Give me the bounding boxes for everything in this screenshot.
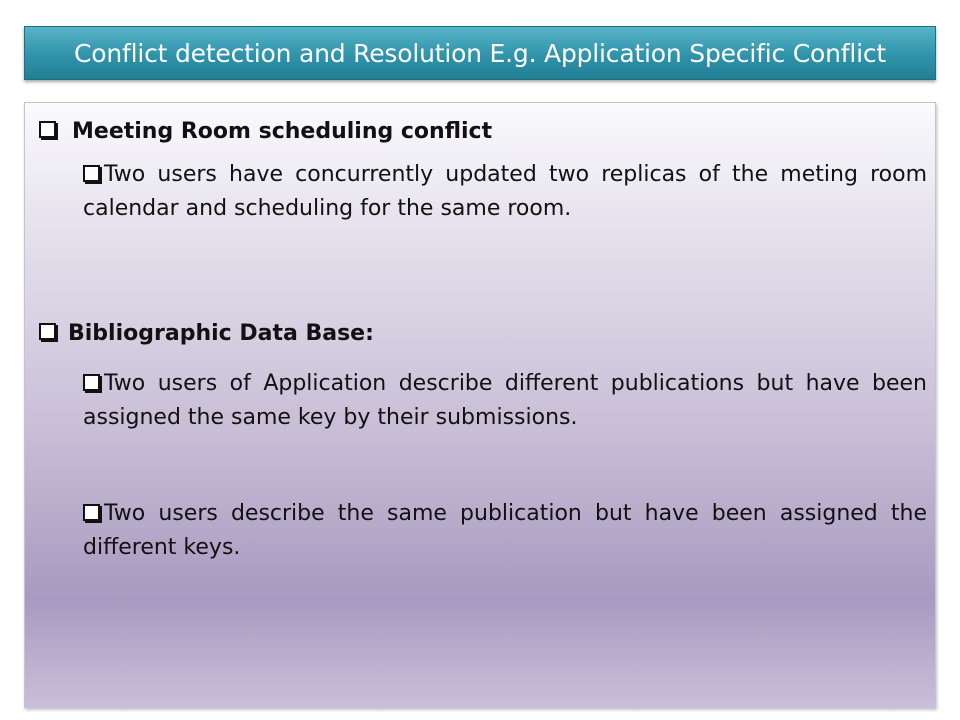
checkbox-bullet-icon <box>39 323 56 340</box>
content-box <box>24 102 936 708</box>
bullet-concurrent-update <box>83 158 927 226</box>
slide-title: Conflict detection and Resolution E.g. Application Specific Conflict <box>74 38 886 68</box>
checkbox-bullet-icon <box>83 165 100 182</box>
section-heading-text: Meeting Room scheduling conflict <box>72 119 493 144</box>
bullet-text: Two users of Application describe different publications but have been assigned the same key by their submissions. <box>83 371 927 430</box>
title-bar <box>24 26 936 80</box>
section-heading-bibliographic <box>39 321 374 346</box>
section-heading-meeting-room <box>39 119 492 144</box>
bullet-different-keys <box>83 497 927 565</box>
bullet-text: Two users have concurrently updated two replicas of the meting room calendar and scheduling for the same room. <box>83 162 927 221</box>
checkbox-bullet-icon <box>83 504 100 521</box>
section-heading-text: Bibliographic Data Base: <box>68 321 374 346</box>
bullet-same-key <box>83 367 927 435</box>
bullet-text: Two users describe the same publication but have been assigned the different keys. <box>83 501 927 560</box>
checkbox-bullet-icon <box>39 121 56 138</box>
checkbox-bullet-icon <box>83 374 100 391</box>
